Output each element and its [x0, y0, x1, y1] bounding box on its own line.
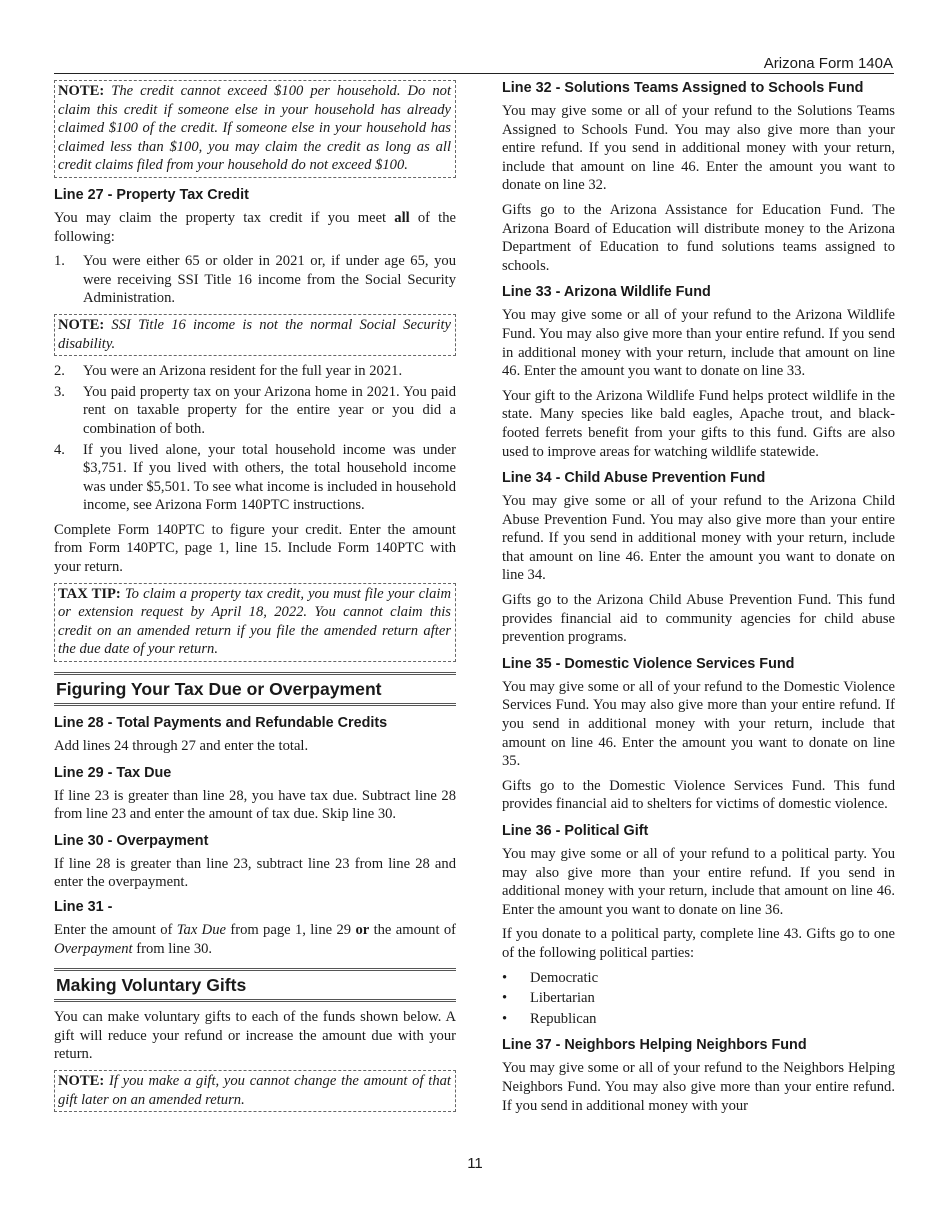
- line36-p1: You may give some or all of your refund to a political party. You may also give more than your entire refund. If you send in additional money with your return, include that amount on line 46. Enter the amount you want to donate on line 36.: [502, 846, 895, 918]
- line36-heading: Line 36 - Political Gift: [502, 823, 649, 839]
- line33-p2: Your gift to the Arizona Wildlife Fund helps protect wildlife in the state. Many species like bald eagles, Apache trout, and black-footed ferrets benefit from your gifts to this fund. Gifts are also used to improve areas for watching wildlife statewide.: [502, 387, 895, 460]
- line28-text: Add lines 24 through 27 and enter the total.: [54, 738, 309, 755]
- right-column: [502, 79, 895, 1121]
- line33-p1: You may give some or all of your refund to the Arizona Wildlife Fund. You may also give more than your entire refund. If you send in additional money with your return, include that amount on line 46. Enter the amount you want to donate on line 33.: [502, 307, 895, 380]
- note-credit-limit: [54, 80, 456, 178]
- gifts-intro: You can make voluntary gifts to each of the funds shown below. A gift will reduce your refund or increase the amount due with your return.: [54, 1009, 456, 1063]
- tax-tip: [54, 583, 456, 662]
- note-ssi: [54, 314, 456, 356]
- bullet-icon: •: [502, 1010, 508, 1027]
- line30-heading: Line 30 - Overpayment: [54, 832, 209, 849]
- note-label: NOTE:: [58, 316, 105, 333]
- line27-heading: Line 27 - Property Tax Credit: [54, 186, 249, 203]
- note-label: NOTE:: [58, 83, 105, 99]
- left-column: [54, 80, 456, 1118]
- party-list: [502, 969, 895, 1029]
- line29-text: If line 23 is greater than line 28, you have tax due. Subtract line 28 from line 23 and enter the amount of tax due. Skip line 30.: [54, 787, 456, 823]
- line32-p1: You may give some or all of your refund to the Solutions Teams Assigned to Schools Fund. You may also give more than your entire refund. If you send in additional money with your return, include that amount on line 46. Enter the amount you want to donate on line 32.: [502, 103, 895, 194]
- line36-p2: If you donate to a political party, complete line 43. Gifts go to one of the following political parties:: [502, 926, 895, 961]
- tip-label: TAX TIP:: [58, 585, 121, 602]
- line33-heading: Line 33 - Arizona Wildlife Fund: [502, 284, 711, 301]
- line35-p2: Gifts go to the Domestic Violence Services Fund. This fund provides financial aid to shelters for victims of domestic violence.: [502, 777, 895, 813]
- form-title: Arizona Form 140A: [763, 55, 893, 72]
- list-item: 4. If you lived alone, your total household income was under $3,751. If you lived with others, the total household income was under $5,501. To see what income is included in household income, see Arizona Form 140PTC instructions.: [54, 441, 456, 514]
- list-item: 2. You were an Arizona resident for the full year in 2021.: [54, 363, 403, 380]
- line34-p2: Gifts go to the Arizona Child Abuse Prevention Fund. This fund provides financial aid to community agencies for child abuse prevention programs.: [502, 592, 895, 646]
- tip-text: To claim a property tax credit, you must file your claim or extension request by April 18, 2022. You cannot claim this credit on an amended return if you file the amended return after the due date of your return.: [58, 585, 451, 658]
- note-text: The credit cannot exceed $100 per household. Do not claim this credit if someone else in your household has already claimed $100 of the credit. If someone else in your household has claimed less than $100, you may claim the credit as long as all credit claims filed from your household do not exceed $100.: [58, 83, 451, 174]
- note-text: SSI Title 16 income is not the normal Social Security disability.: [58, 316, 451, 352]
- line29-heading: Line 29 - Tax Due: [54, 764, 172, 781]
- list-item: • Republican: [502, 1010, 597, 1027]
- line37-heading: Line 37 - Neighbors Helping Neighbors Fund: [502, 1037, 807, 1054]
- line27-intro: You may claim the property tax credit if you meet all of the following:: [54, 209, 456, 245]
- line27-list-a: [54, 252, 456, 308]
- page-number: 11: [467, 1155, 483, 1172]
- line35-p1: You may give some or all of your refund to the Domestic Violence Services Fund. You may also give more than your entire refund. If you send in additional money with your return, include that amount on line 46. Enter the amount you want to donate on line 35.: [502, 678, 895, 770]
- line35-heading: Line 35 - Domestic Violence Services Fund: [502, 655, 795, 672]
- line32-p2: Gifts go to the Arizona Assistance for Education Fund. The Arizona Board of Education will distribute money to the Arizona Department of Education to fund solutions teams assigned to schools.: [502, 201, 895, 274]
- note-label: NOTE:: [58, 1072, 105, 1089]
- note-gift: [54, 1070, 456, 1112]
- list-item: 3. You paid property tax on your Arizona home in 2021. You paid rent on taxable property for the entire year or you did a combination of both.: [54, 383, 456, 437]
- header-rule: [54, 73, 894, 74]
- list-item: 1. You were either 65 or older in 2021 or, if under age 65, you were receiving SSI Title 16 income from the Social Security Administration.: [54, 253, 456, 307]
- list-item: • Democratic: [502, 969, 599, 986]
- note-text: If you make a gift, you cannot change the amount of that gift later on an amended return.: [58, 1072, 451, 1108]
- list-item: • Libertarian: [502, 990, 595, 1007]
- line34-p1: You may give some or all of your refund to the Arizona Child Abuse Prevention Fund. You may also give more than your entire refund. If you send in additional money with your return, include that amount on line 46. Enter the amount you want to donate on line 34.: [502, 493, 895, 584]
- section-heading-tax-due: Figuring Your Tax Due or Overpayment: [54, 672, 456, 706]
- line27-list-b: [54, 362, 456, 515]
- bullet-icon: •: [502, 969, 508, 986]
- line32-heading: Line 32 - Solutions Teams Assigned to Schools Fund: [502, 80, 864, 96]
- line31-heading: Line 31 -: [54, 899, 113, 915]
- line30-text: If line 28 is greater than line 23, subtract line 23 from line 28 and enter the overpayment.: [54, 855, 456, 891]
- line37-p1: You may give some or all of your refund to the Neighbors Helping Neighbors Fund. You may also give more than your entire refund. If you send in additional money with your: [502, 1060, 895, 1114]
- line28-heading: Line 28 - Total Payments and Refundable Credits: [54, 715, 388, 732]
- line27-complete: Complete Form 140PTC to figure your credit. Enter the amount from Form 140PTC, page 1, line 15. Include Form 140PTC with your return.: [54, 521, 456, 576]
- bullet-icon: •: [502, 990, 508, 1007]
- section-heading-gifts: Making Voluntary Gifts: [54, 968, 456, 1002]
- line34-heading: Line 34 - Child Abuse Prevention Fund: [502, 470, 766, 487]
- line31-text: Enter the amount of Tax Due from page 1, line 29 or the amount of Overpayment from line 30.: [54, 922, 457, 957]
